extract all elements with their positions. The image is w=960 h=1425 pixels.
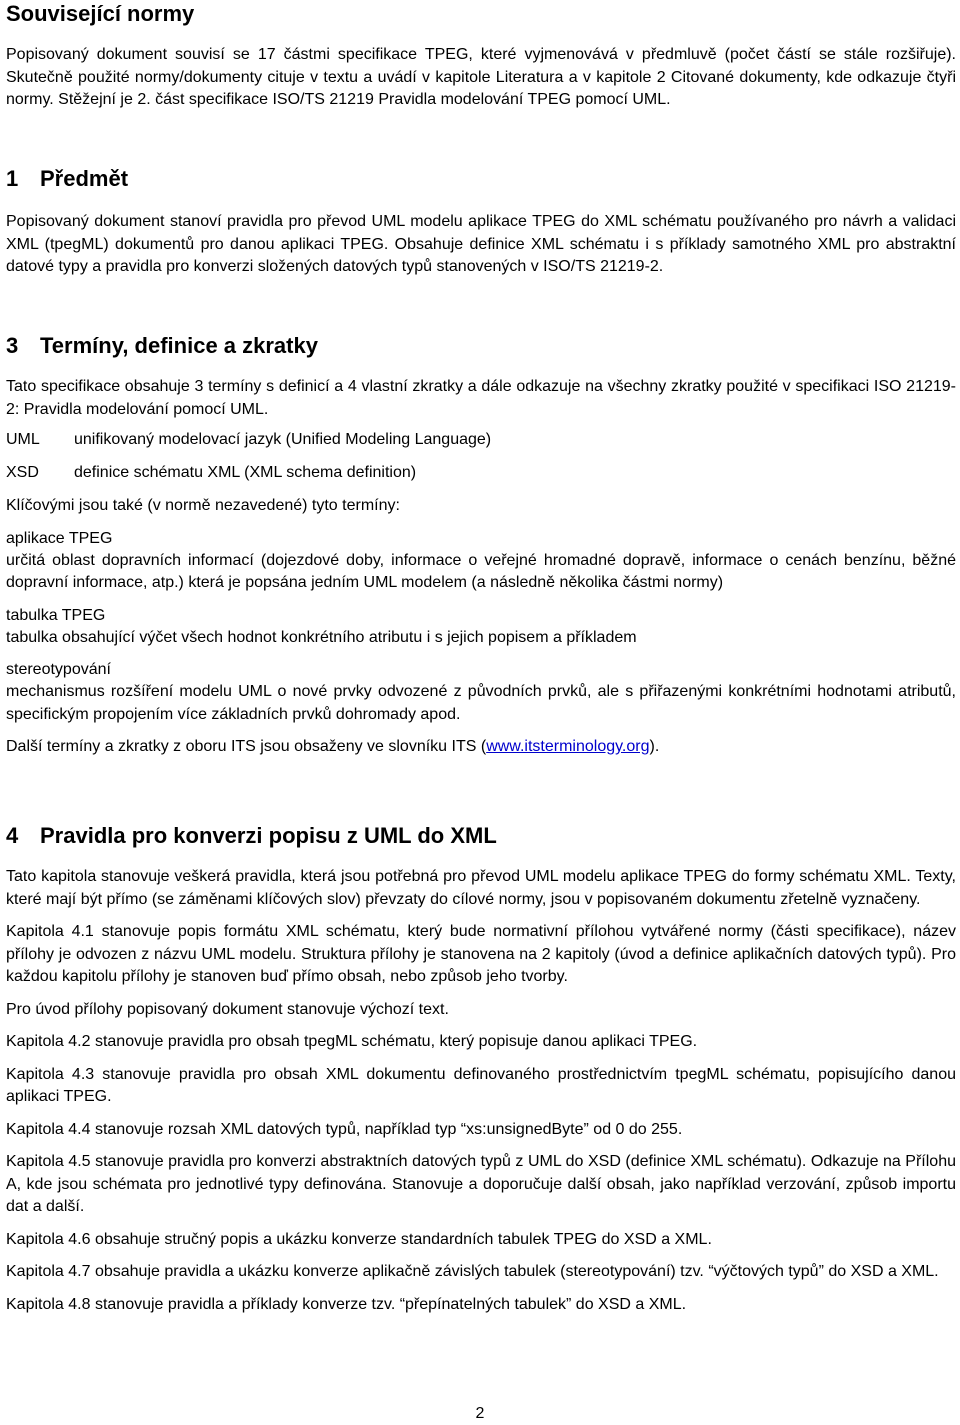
term-definition: tabulka obsahující výčet všech hodnot konkrétního atributu i s jejich popisem a příkladem bbox=[6, 628, 637, 646]
term-title: stereotypování bbox=[6, 661, 111, 678]
more-terms-text: Další termíny a zkratky z oboru ITS jsou obsaženy ve slovníku ITS ( bbox=[6, 738, 487, 755]
more-terms-text-end: ). bbox=[649, 738, 660, 755]
paragraph-chapter-4-8 bbox=[6, 1294, 956, 1317]
section-4 bbox=[6, 822, 956, 1316]
paragraph-chapter-4-6 bbox=[6, 1229, 956, 1252]
chapter-text: stanovuje pravidla a příklady konverze tzv. “přepínatelných tabulek” do XSD a XML. bbox=[90, 1295, 687, 1313]
term-title: tabulka TPEG bbox=[6, 606, 106, 624]
itsterminology-link[interactable]: www.itsterminology.org bbox=[486, 738, 650, 755]
term-title: aplikace TPEG bbox=[6, 529, 113, 547]
chapter-text: stanovuje pravidla pro konverzi abstraktních datových typů z UML do XSD (definice XML schématu). Odkazuje na Přílohu A, kde jsou schémata pro jednotlivé typy definována. Stanovuje a doporučuje další obsah, jako například verzování, způsob importu dat a další. bbox=[6, 1153, 957, 1215]
chapter-text: stanovuje pravidla pro obsah XML dokumentu definovaného prostřednictvím tpegML schématu, popisujícího danou aplikaci TPEG. bbox=[6, 1065, 956, 1105]
chapter-text: stanovuje popis formátu XML schématu, který bude normativní přílohou vytvářené normy (části specifikace), název přílohy je odvozen z názvu UML modelu. Struktura přílohy je stanovena na 2 kapitoly (úvod a definice aplikačních datových typů). Pro každou kapitolu přílohy je stanoven buď přímo obsah, nebo způsob jeho tvorby. bbox=[6, 923, 956, 985]
section-title: Předmět bbox=[40, 166, 129, 191]
section-number: 4 bbox=[6, 823, 19, 848]
abbreviation-definition: unifikovaný modelovací jazyk (Unified Modeling Language) bbox=[74, 431, 492, 448]
paragraph-chapter-4-2 bbox=[6, 1031, 956, 1054]
term-definition: určitá oblast dopravních informací (dojezdové doby, informace o veřejné hromadné dopravě, informace o cenách benzínu, běžné dopravní informace, atp.) která je popsána jedním UML modelem (a následně několika částmi normy) bbox=[6, 551, 956, 591]
paragraph-more-terms bbox=[6, 736, 956, 759]
abbreviation-definition: definice schématu XML (XML schema definition) bbox=[74, 464, 417, 481]
chapter-text: stanovuje pravidla pro obsah tpegML schématu, který popisuje danou aplikaci TPEG. bbox=[90, 1033, 698, 1050]
section-number: 3 bbox=[6, 333, 19, 358]
chapter-text: stanovuje rozsah XML datových typů, například typ “xs:unsignedByte” od 0 do 255. bbox=[90, 1120, 683, 1138]
paragraph-terms-intro: Tato specifikace obsahuje 3 termíny s definicí a 4 vlastní zkratky a dále odkazuje na všechny zkratky použité v specifikaci ISO 21219-2: Pravidla modelování pomocí UML. bbox=[6, 378, 956, 418]
paragraph-related-standards: Popisovaný dokument souvisí se 17 částmi specifikace TPEG, které vyjmenovává v předmluvě (počet částí se stále rozšiřuje). Skutečně použité normy/dokumenty cituje v textu a uvádí v kapitole Literatura a v kapitole 2 Citované dokumenty, kde odkazuje čtyři normy. Stěžejní je 2. část specifikace ISO/TS 21219 Pravidla modelování TPEG pomocí UML. bbox=[6, 46, 956, 108]
section-related-standards bbox=[6, 0, 956, 112]
paragraph-chapter-4-5 bbox=[6, 1151, 956, 1219]
chapter-label: Kapitola 4.1 bbox=[6, 923, 94, 940]
paragraph-intro-text: Pro úvod přílohy popisovaný dokument stanovuje výchozí text. bbox=[6, 1000, 449, 1018]
term-definition: mechanismus rozšíření modelu UML o nové prvky odvozené z původních prvků, ale s přiřazenými konkrétními hodnotami atributů, specifickým propojením více základních prvků dohromady apod. bbox=[6, 683, 956, 723]
chapter-text: obsahuje pravidla a ukázku konverze aplikačně závislých tabulek (stereotypování) tzv. “výčtových typů” do XSD a XML. bbox=[90, 1263, 939, 1280]
heading-related-standards: Související normy bbox=[6, 1, 195, 26]
section-title: Pravidla pro konverzi popisu z UML do XML bbox=[40, 823, 497, 848]
chapter-label: Kapitola 4.2 bbox=[6, 1033, 91, 1050]
chapter-label: Kapitola 4.4 bbox=[6, 1120, 91, 1138]
paragraph-key-terms-intro: Klíčovými jsou také (v normě nezavedené) tyto termíny: bbox=[6, 497, 400, 514]
chapter-text: obsahuje stručný popis a ukázku konverze standardních tabulek TPEG do XSD a XML. bbox=[90, 1230, 712, 1248]
heading-section-1 bbox=[6, 165, 956, 193]
chapter-label: Kapitola 4.6 bbox=[6, 1230, 91, 1248]
abbreviation-row bbox=[6, 462, 956, 484]
paragraph-conversion-intro: Tato kapitola stanovuje veškerá pravidla, která jsou potřebná pro převod UML modelu aplikace TPEG do formy schématu XML. Texty, které mají být přímo (se záměnami klíčových slov) převzaty do cílové normy, jsou v popisovaném dokumentu zřetelně vyznačeny. bbox=[6, 868, 956, 908]
chapter-label: Kapitola 4.8 bbox=[6, 1295, 91, 1313]
section-1 bbox=[6, 165, 956, 279]
paragraph-scope: Popisovaný dokument stanoví pravidla pro převod UML modelu aplikace TPEG do XML schématu používaného pro návrh a validaci XML (tpegML) dokumentů pro danou aplikaci TPEG. Obsahuje definice XML schématu i s příklady samotného XML pro abstraktní datové typy a pravidla pro konverzi složených datových typů stanovených v ISO/TS 21219-2. bbox=[6, 213, 956, 275]
paragraph-chapter-4-7 bbox=[6, 1261, 956, 1284]
section-title: Termíny, definice a zkratky bbox=[40, 333, 318, 358]
paragraph-chapter-4-3 bbox=[6, 1064, 956, 1109]
abbreviation: UML bbox=[6, 431, 40, 448]
heading-section-4 bbox=[6, 822, 956, 850]
abbreviation-row bbox=[6, 429, 956, 451]
paragraph-chapter-4-4 bbox=[6, 1119, 956, 1142]
heading-section-3 bbox=[6, 332, 956, 360]
abbreviation: XSD bbox=[6, 464, 39, 481]
paragraph-chapter-4-1 bbox=[6, 921, 956, 989]
page-number: 2 bbox=[475, 1405, 485, 1422]
chapter-label: Kapitola 4.5 bbox=[6, 1153, 91, 1170]
section-3 bbox=[6, 332, 956, 759]
chapter-label: Kapitola 4.7 bbox=[6, 1263, 91, 1280]
chapter-label: Kapitola 4.3 bbox=[6, 1065, 95, 1083]
section-number: 1 bbox=[6, 166, 19, 191]
